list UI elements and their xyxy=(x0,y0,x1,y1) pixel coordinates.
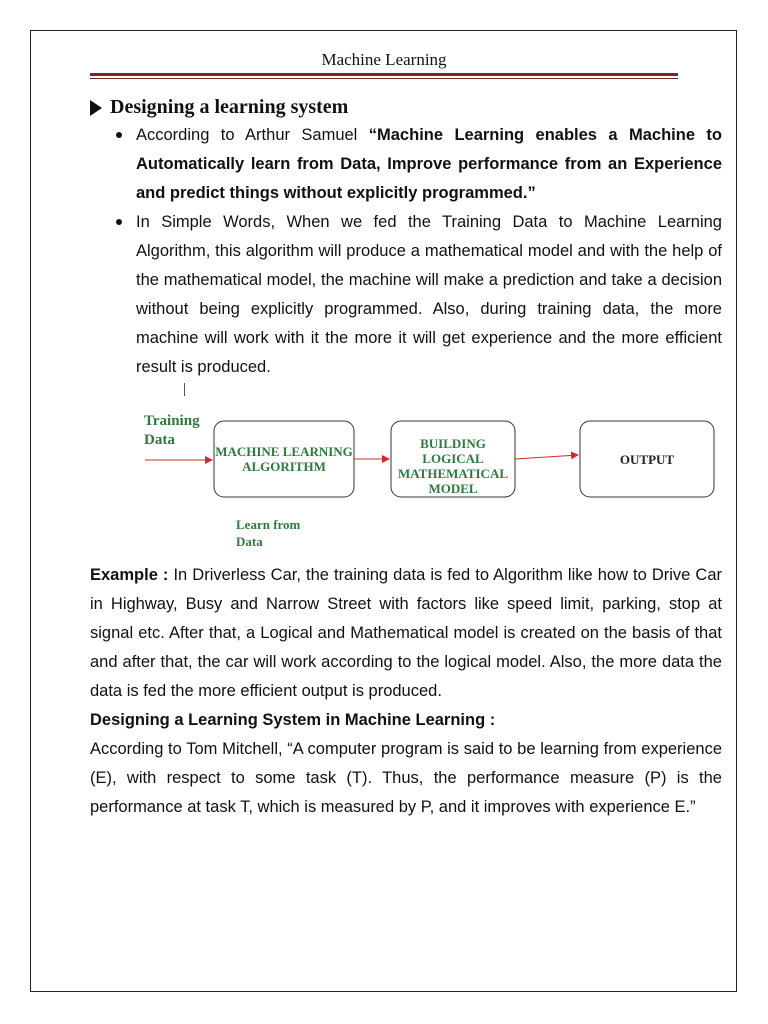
example-text: In Driverless Car, the training data is fed to Algorithm like how to Drive Car in Highway, Busy and Narrow Street with factors like speed limit, parking, stop at signal etc. After that, a Logical and Mathematical model is created on the basis of that and after that, the car will work according to the logical model. Also, the more data the data is fed the more efficient output is produced. xyxy=(90,566,723,700)
input-label-line1: Training xyxy=(144,413,200,429)
header-rule-thin xyxy=(90,78,678,79)
bullet-text: In Simple Words, When we fed the Training Data to Machine Learning Algorithm, this algorithm will produce a mathematical model and with the help of the mathematical model, the machine will make a prediction and take a decision without being explicitly programmed. Also, during training data, the more machine will work with it the more it will get experience and the more efficient result is produced. xyxy=(136,213,722,376)
bullet-text xyxy=(136,121,722,208)
arrow-box2-box3 xyxy=(515,455,578,459)
section-heading xyxy=(90,96,348,119)
box2-line2: MATHEMATICAL xyxy=(397,466,509,481)
list-item xyxy=(112,208,722,382)
running-header: Machine Learning xyxy=(321,50,447,69)
input-label-line2: Data xyxy=(144,432,175,448)
learn-note-line2: Data xyxy=(236,534,263,549)
body-text xyxy=(90,561,722,822)
input-label xyxy=(144,412,200,450)
box1-line1: MACHINE LEARNING xyxy=(215,444,353,459)
box3-label: OUTPUT xyxy=(619,452,675,467)
list-item xyxy=(112,121,722,208)
box2-label xyxy=(388,436,518,496)
bullet-dot-icon xyxy=(116,132,122,138)
diagram-shapes xyxy=(0,400,768,560)
arrow-bullet-icon xyxy=(90,100,102,116)
example-label: Example : xyxy=(90,566,169,584)
box1-line2: ALGORITHM xyxy=(242,459,326,474)
subsection-heading: Designing a Learning System in Machine Learning : xyxy=(90,711,496,729)
box2-line1: BUILDING LOGICAL xyxy=(420,436,486,466)
box1-label xyxy=(214,444,354,474)
bullet-prefix: According to Arthur Samuel xyxy=(136,126,369,144)
ml-flow-diagram xyxy=(0,400,768,560)
learn-note-line1: Learn from xyxy=(236,517,301,532)
bullet-dot-icon xyxy=(116,219,122,225)
section-heading-text: Designing a learning system xyxy=(110,96,349,118)
box2-line3: MODEL xyxy=(428,481,478,496)
learn-note xyxy=(236,516,300,550)
header-rule-thick xyxy=(90,73,678,76)
mitchell-paragraph: According to Tom Mitchell, “A computer program is said to be learning from experience (E), with respect to some task (T). Thus, the performance measure (P) is the performance at task T, which is measured by P, and it improves with experience E.” xyxy=(90,740,722,816)
text-cursor-mark xyxy=(184,383,185,396)
samuel-quote: “Machine Learning enables a Machine to Automatically learn from Data, Improve performance from an Experience and predict things without explicitly programmed.” xyxy=(136,126,722,202)
bullet-list xyxy=(112,121,722,382)
example-paragraph xyxy=(90,561,722,706)
